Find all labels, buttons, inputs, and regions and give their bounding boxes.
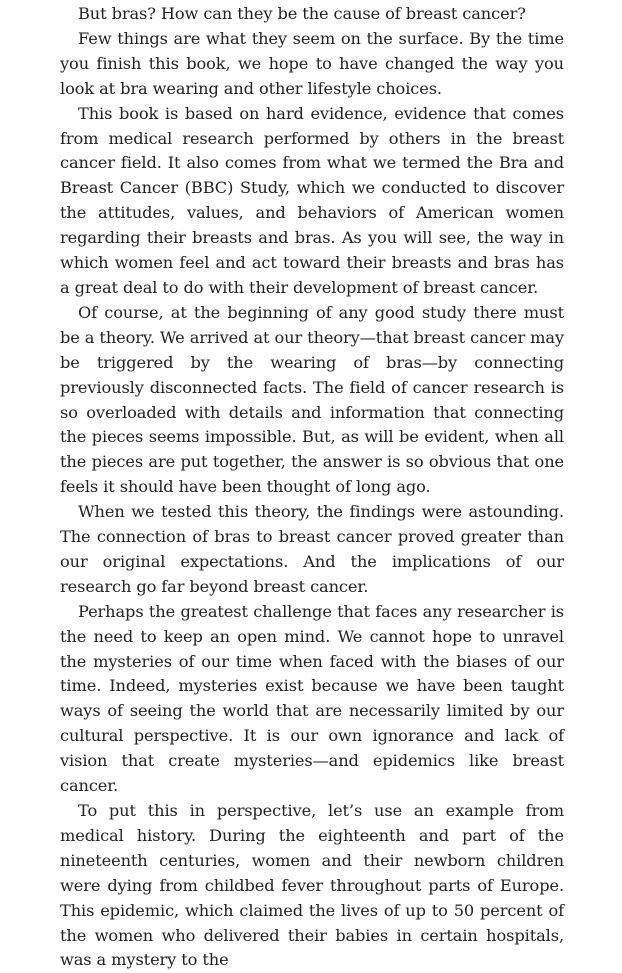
paragraph: Perhaps the greatest challenge that faces any researcher is the need to keep an open mind. We cannot hope to unravel the mysteries of our time when faced with the biases of our time. Indeed, mysteries exist because we have been taught ways of seeing the world that are necessarily limited by our cultural perspective. It is our own ignorance and lack of vision that create mysteries—and epidemics like breast cancer. — [60, 601, 564, 796]
paragraph: Few things are what they seem on the surface. By the time you finish this book, we hope to have changed the way you look at bra wearing and other lifestyle choices. — [60, 28, 564, 98]
paragraph: This book is based on hard evidence, evidence that comes from medical research performed by others in the breast cancer field. It also comes from what we termed the Bra and Breast Cancer (BBC) Study, which we conducted to discover the attitudes, values, and behaviors of American women regarding their breasts and bras. As you will see, the way in which women feel and act toward their breasts and bras has a great deal to do with their development of breast cancer. — [60, 103, 564, 297]
paragraph: When we tested this theory, the findings were astounding. The connection of bras to breast cancer proved greater than our original expectations. And the implications of our research go far beyond breast cancer. — [60, 502, 564, 596]
paragraph: But bras? How can they be the cause of breast cancer? — [78, 4, 526, 23]
paragraph: Of course, at the beginning of any good study there must be a theory. We arrived at our theory—that breast cancer may be triggered by the wearing of bras—by connecting previously disconnected facts. The field of cancer research is so overloaded with details and information that connecting the pieces seems impossible. But, as will be evident, when all the pieces are put together, the answer is so obvious that one feels it should have been thought of long ago. — [60, 302, 564, 497]
document-page — [60, 2, 564, 973]
paragraph: To put this in perspective, let’s use an example from medical history. During the eighteenth and part of the nineteenth centuries, women and their newborn children were dying from childbed fever throughout parts of Europe. This epidemic, which claimed the lives of up to 50 percent of the women who delivered their babies in certain hospitals, was a mystery to the — [60, 801, 564, 970]
